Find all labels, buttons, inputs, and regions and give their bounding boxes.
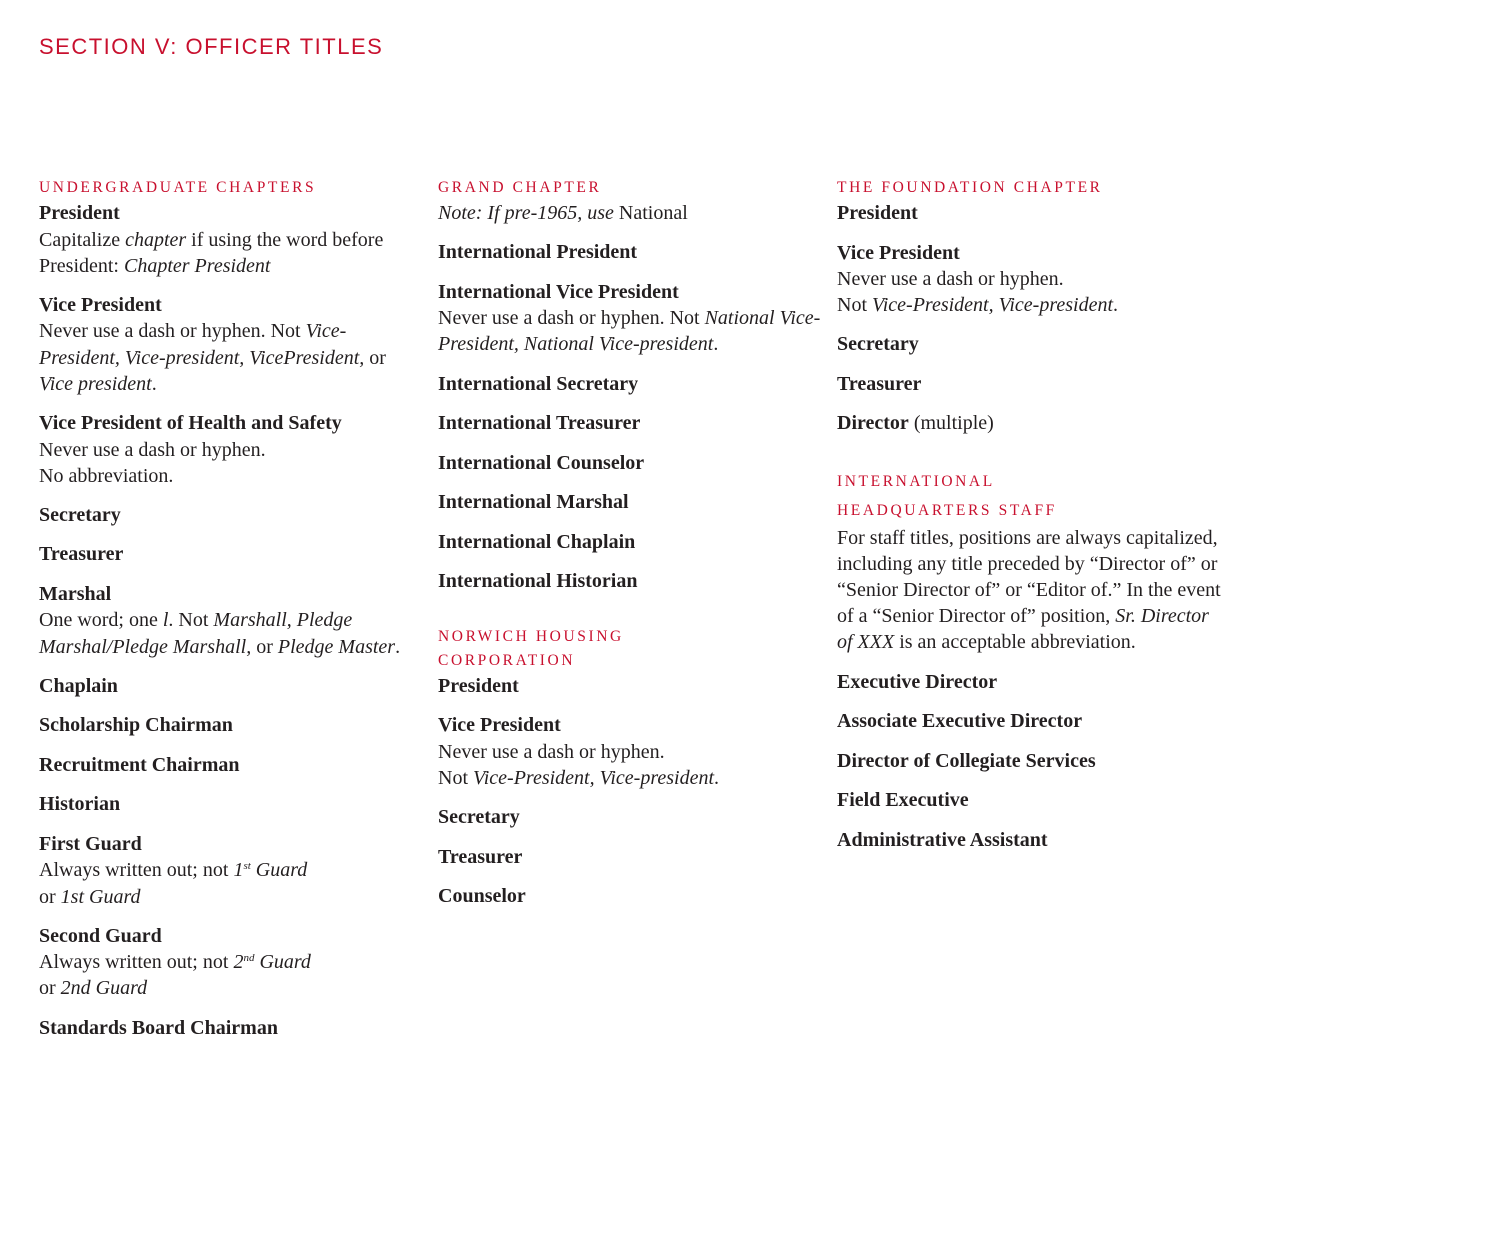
note-intl-vice-president: Never use a dash or hyphen. Not National Vice-President, National Vice-president. (438, 307, 821, 356)
title-intl-vice-president: International Vice President (438, 280, 679, 303)
title-historian: Historian (39, 793, 121, 816)
title-standards-board-chairman: Standards Board Chairman (39, 1016, 278, 1039)
entry-norwich-treasurer (438, 844, 823, 871)
entry-scholarship-chairman (39, 712, 424, 739)
column-foundation (837, 176, 1222, 853)
entry-chaplain (39, 673, 424, 700)
title-norwich-vice-president: Vice President (438, 714, 561, 737)
entry-grand-note (438, 200, 823, 226)
title-intl-chaplain: International Chaplain (438, 530, 636, 553)
entry-intl-chaplain (438, 529, 823, 556)
title-vp-health-safety: Vice President of Health and Safety (39, 412, 342, 435)
note-vp-health-line2: No abbreviation. (39, 464, 174, 487)
heading-intl-headquarters-staff: INTERNATIONAL HEADQUARTERS STAFF (837, 472, 1057, 519)
note-first-guard: Always written out; not 1st Guard or 1st Guard (39, 859, 308, 908)
note-foundation-vp-line1: Never use a dash or hyphen. (837, 268, 1064, 290)
title-norwich-treasurer: Treasurer (438, 845, 523, 868)
title-intl-secretary: International Secretary (438, 372, 639, 395)
entry-first-guard (39, 831, 424, 910)
title-president: President (39, 202, 120, 224)
title-foundation-treasurer: Treasurer (837, 372, 922, 395)
title-intl-president: International President (438, 241, 638, 264)
title-marshal: Marshal (39, 582, 112, 605)
title-associate-executive-director: Associate Executive Director (837, 710, 1083, 733)
note-vice-president: Never use a dash or hyphen. Not Vice-President, Vice-president, VicePresident, or Vice president. (39, 320, 386, 395)
entry-foundation-secretary (837, 331, 1222, 358)
title-recruitment-chairman: Recruitment Chairman (39, 753, 240, 776)
entry-vice-president (39, 292, 424, 397)
entry-intl-historian (438, 568, 823, 595)
entry-standards-board-chairman (39, 1015, 424, 1042)
title-field-executive: Field Executive (837, 789, 969, 812)
title-norwich-president: President (438, 674, 519, 697)
entry-intl-treasurer (438, 410, 823, 437)
column-grand-chapter (438, 176, 823, 910)
title-foundation-secretary: Secretary (837, 333, 919, 356)
entry-intl-president (438, 239, 823, 266)
title-scholarship-chairman: Scholarship Chairman (39, 714, 233, 737)
entry-norwich-vice-president (438, 712, 823, 791)
title-director-collegiate-services: Director of Collegiate Services (837, 749, 1096, 772)
entry-secretary (39, 502, 424, 529)
note-president: Capitalize chapter if using the word before President: Chapter President (39, 228, 384, 277)
title-foundation-vice-president: Vice President (837, 241, 960, 264)
title-intl-marshal: International Marshal (438, 491, 629, 514)
note-headquarters: For staff titles, positions are always capitalized, including any title preceded by “Director of” or “Senior Director of” or “Editor of.” In the event of a “Senior Director of” position, Sr. Director of XXX is an acceptable abbreviation. (837, 526, 1221, 654)
entry-executive-director (837, 669, 1222, 696)
entry-historian (39, 791, 424, 818)
entry-headquarters-note (837, 525, 1222, 656)
column-undergraduate (39, 176, 424, 1041)
title-intl-historian: International Historian (438, 570, 638, 593)
entry-foundation-director (837, 410, 1222, 436)
entry-foundation-president (837, 200, 1222, 227)
entry-treasurer (39, 541, 424, 568)
entry-norwich-counselor (438, 883, 823, 910)
note-foundation-vp-line2: Not Vice-President, Vice-president. (837, 294, 1119, 317)
entry-norwich-president (438, 673, 823, 700)
entry-associate-executive-director (837, 708, 1222, 735)
title-treasurer: Treasurer (39, 543, 124, 566)
title-foundation-director: Director (837, 412, 909, 435)
entry-field-executive (837, 787, 1222, 814)
note-norwich-vp-line2: Not Vice-President, Vice-president. (438, 766, 720, 789)
entry-president (39, 200, 424, 279)
title-norwich-counselor: Counselor (438, 885, 526, 908)
entry-intl-marshal (438, 489, 823, 516)
note-foundation-director: Director (multiple) (837, 412, 994, 435)
title-vice-president: Vice President (39, 293, 162, 316)
note-norwich-vp-line1: Never use a dash or hyphen. (438, 740, 665, 763)
title-executive-director: Executive Director (837, 670, 998, 693)
note-grand-chapter: Note: If pre-1965, use National (438, 202, 688, 224)
title-intl-treasurer: International Treasurer (438, 412, 641, 435)
entry-intl-vice-president (438, 279, 823, 358)
entry-recruitment-chairman (39, 752, 424, 779)
entry-intl-secretary (438, 371, 823, 398)
entry-director-collegiate-services (837, 748, 1222, 775)
title-secretary: Secretary (39, 503, 121, 526)
note-vp-health-line1: Never use a dash or hyphen. (39, 438, 266, 461)
title-administrative-assistant: Administrative Assistant (837, 828, 1048, 851)
entry-second-guard (39, 923, 424, 1002)
entry-intl-counselor (438, 450, 823, 477)
note-second-guard: Always written out; not 2nd Guard or 2nd Guard (39, 951, 311, 1000)
heading-undergraduate: UNDERGRADUATE CHAPTERS (39, 179, 317, 196)
heading-norwich-housing: NORWICH HOUSING CORPORATION (438, 627, 624, 669)
title-chaplain: Chaplain (39, 674, 118, 697)
entry-administrative-assistant (837, 827, 1222, 854)
section-title: SECTION V: OFFICER TITLES (39, 34, 384, 59)
title-first-guard: First Guard (39, 832, 142, 855)
note-marshal: One word; one l. Not Marshall, Pledge Marshal/Pledge Marshall, or Pledge Master. (39, 609, 401, 658)
entry-foundation-vice-president (837, 240, 1222, 319)
title-norwich-secretary: Secretary (438, 806, 520, 829)
entry-vp-health-safety (39, 410, 424, 489)
title-intl-counselor: International Counselor (438, 451, 645, 474)
title-second-guard: Second Guard (39, 924, 162, 947)
entry-foundation-treasurer (837, 371, 1222, 398)
heading-grand-chapter: GRAND CHAPTER (438, 179, 602, 196)
heading-foundation-chapter: THE FOUNDATION CHAPTER (837, 179, 1103, 196)
title-foundation-president: President (837, 202, 918, 224)
entry-norwich-secretary (438, 804, 823, 831)
entry-marshal (39, 581, 424, 660)
